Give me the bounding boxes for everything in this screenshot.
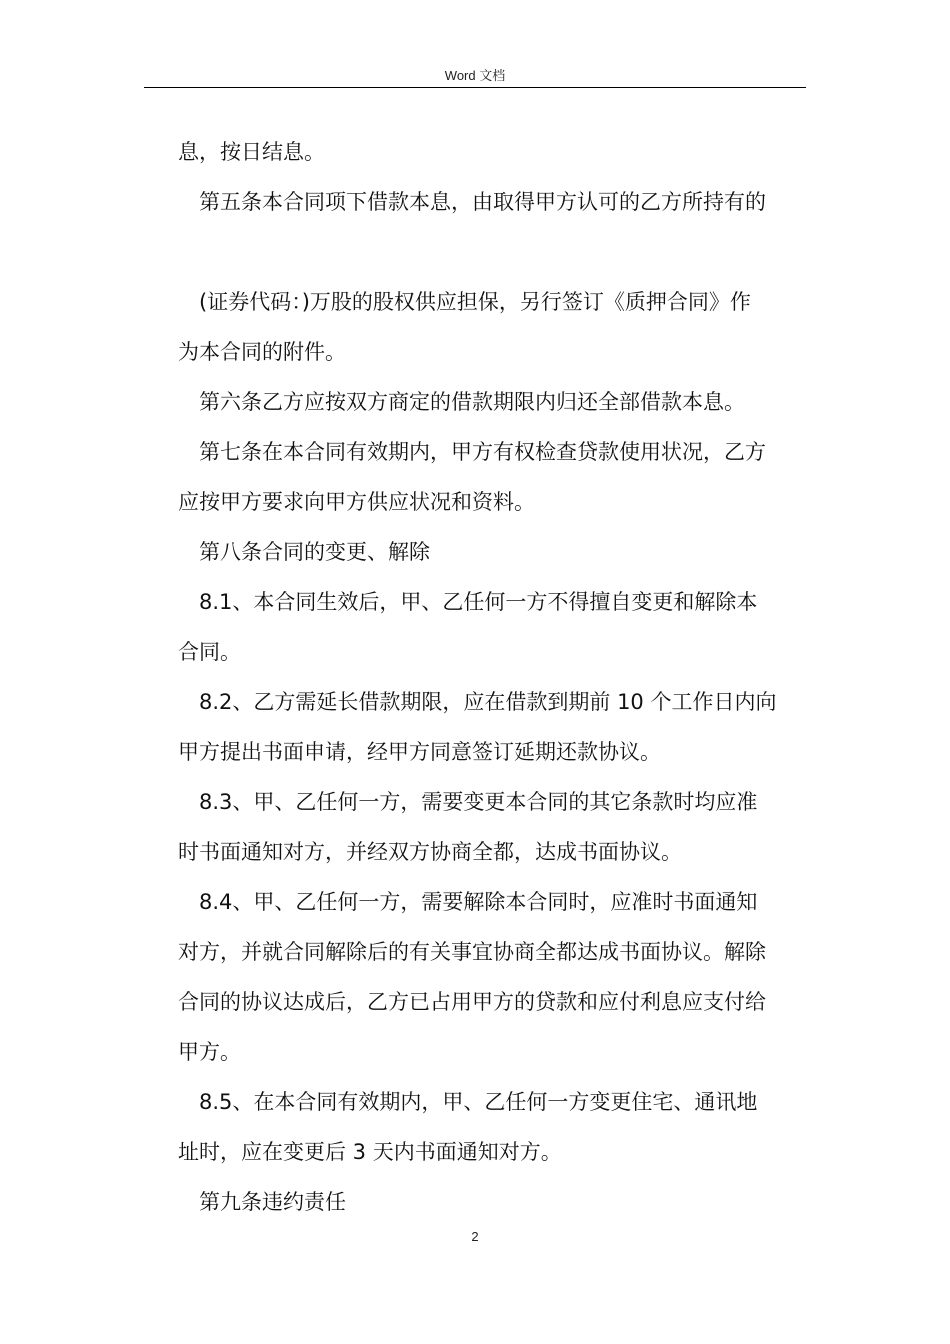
text-line: 址时，应在变更后 3 天内书面通知对方。: [178, 1140, 562, 1164]
text-line: 甲方提出书面申请，经甲方同意签订延期还款协议。: [178, 740, 661, 764]
text-line: 8.3、甲、乙任何一方，需要变更本合同的其它条款时均应准: [199, 790, 758, 814]
section-heading: 第八条合同的变更、解除: [199, 540, 430, 564]
text-line: 8.2、乙方需延长借款期限，应在借款到期前 10 个工作日内向: [199, 690, 777, 714]
text-line: 息，按日结息。: [178, 140, 325, 164]
text-line: 应按甲方要求向甲方供应状况和资料。: [178, 490, 535, 514]
text-line: 对方，并就合同解除后的有关事宜协商全都达成书面协议。解除: [178, 940, 766, 964]
text-line: 为本合同的附件。: [178, 340, 346, 364]
blank-line: [178, 227, 808, 277]
document-body: [178, 127, 808, 1227]
document-header-title: Word 文档: [444, 68, 506, 83]
text-line: 合同的协议达成后，乙方已占用甲方的贷款和应付利息应支付给: [178, 990, 766, 1014]
text-line: 8.5、在本合同有效期内，甲、乙任何一方变更住宅、通讯地: [199, 1090, 758, 1114]
text-line: 甲方。: [178, 1040, 241, 1064]
text-line: 时书面通知对方，并经双方协商全都，达成书面协议。: [178, 840, 682, 864]
text-line: 第七条在本合同有效期内，甲方有权检查贷款使用状况，乙方: [199, 440, 766, 464]
text-line: 第五条本合同项下借款本息，由取得甲方认可的乙方所持有的: [199, 190, 766, 214]
page-number: 2: [471, 1229, 479, 1244]
text-line: 第六条乙方应按双方商定的借款期限内归还全部借款本息。: [199, 390, 745, 414]
section-heading: 第九条违约责任: [199, 1190, 346, 1214]
text-line: 8.4、甲、乙任何一方，需要解除本合同时，应准时书面通知: [199, 890, 758, 914]
header-divider: [144, 87, 806, 88]
text-line: 合同。: [178, 640, 241, 664]
text-line: 8.1、本合同生效后，甲、乙任何一方不得擅自变更和解除本: [199, 590, 758, 614]
text-line: (证券代码：)万股的股权供应担保，另行签订《质押合同》作: [199, 290, 751, 314]
